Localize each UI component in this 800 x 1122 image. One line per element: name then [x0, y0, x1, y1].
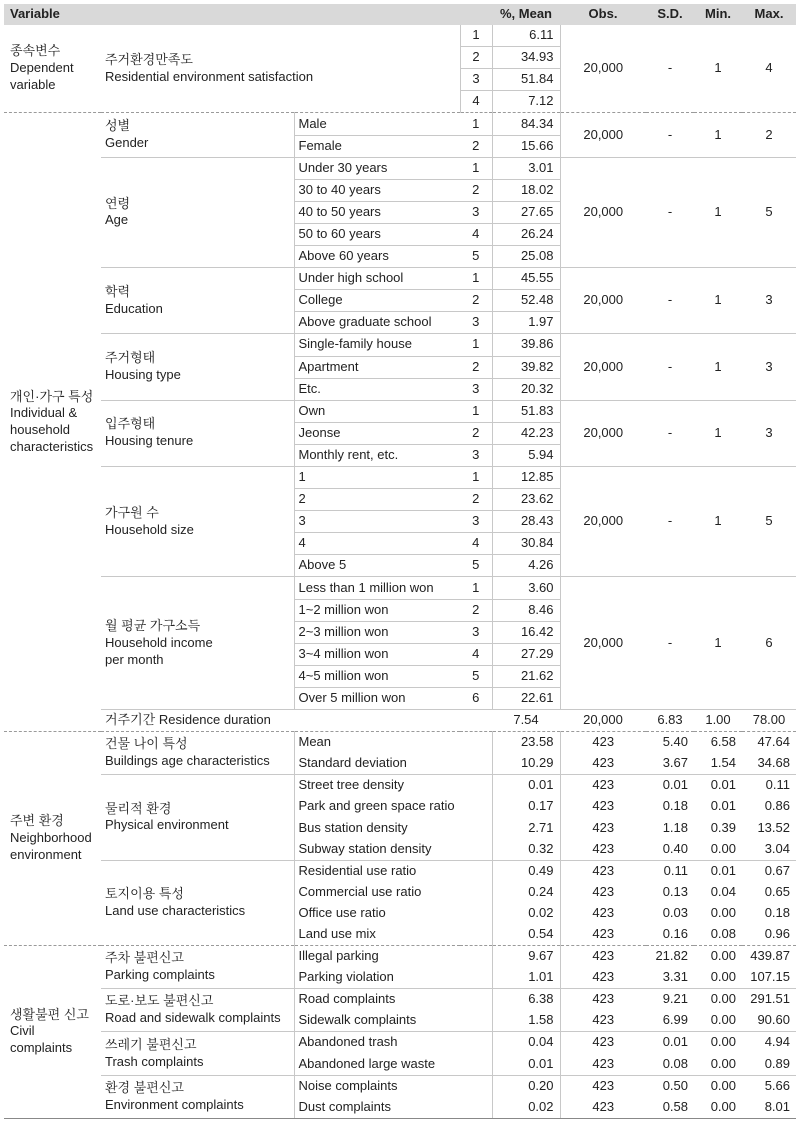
mean-cell: 23.58 [492, 732, 560, 754]
sd-cell: - [667, 60, 673, 76]
subvariable-cell: Office use ratio [294, 903, 492, 924]
max-cell: 4 [765, 60, 773, 76]
sd-cell: 9.21 [646, 989, 694, 1011]
value-cell: 28.43 [492, 511, 560, 533]
var-label: 월 평균 가구소득 Household income per month [101, 577, 294, 710]
sd-cell: - [646, 157, 694, 267]
mean-cell: 0.32 [492, 839, 560, 861]
min-cell: 1 [694, 268, 742, 334]
min-cell: 1 [694, 113, 742, 157]
table-row [4, 577, 796, 599]
category-cell: 2~3 million won [294, 621, 460, 643]
code-cell: 3 [472, 446, 480, 462]
header-max: Max. [742, 4, 796, 25]
max-cell: 3 [742, 334, 796, 400]
subvariable-cell: Standard deviation [294, 753, 492, 775]
var-label: 주차 불편신고 Parking complaints [101, 946, 294, 989]
category-cell: Jeonse [294, 422, 460, 444]
category-cell: Under high school [294, 268, 460, 290]
category-cell: 3 [294, 511, 460, 533]
mean-cell: 0.02 [492, 903, 560, 924]
var-label: 가구원 수 Household size [101, 466, 294, 576]
obs-cell: 423 [560, 924, 646, 946]
obs-cell: 423 [560, 839, 646, 861]
sd-cell: - [646, 334, 694, 400]
value-cell: 52.48 [492, 290, 560, 312]
header-row [4, 4, 796, 25]
sd-cell: - [646, 268, 694, 334]
mean-cell: 10.29 [492, 753, 560, 775]
table-row [4, 466, 796, 488]
value-cell: 39.86 [492, 334, 560, 356]
code-cell: 5 [472, 248, 480, 264]
value-cell: 1.97 [492, 312, 560, 334]
descriptive-statistics-table [4, 4, 796, 1119]
subvariable-cell: Parking violation [294, 967, 492, 989]
value-cell: 8.46 [492, 599, 560, 621]
code-cell: 2 [460, 422, 492, 444]
code-cell: 1 [460, 334, 492, 356]
value-cell: 30.84 [492, 533, 560, 555]
sd-cell: 1.18 [662, 819, 688, 835]
code-cell: 1 [460, 157, 492, 179]
obs-cell: 423 [560, 775, 646, 797]
value-cell: 25.08 [492, 246, 560, 268]
code-cell: 1 [460, 466, 492, 488]
value-cell: 51.83 [492, 400, 560, 422]
var-label: 도로·보도 불편신고 Road and sidewalk complaints [101, 989, 294, 1032]
table-row [4, 25, 796, 47]
var-label: 학력 Education [101, 268, 294, 334]
max-cell: 0.96 [764, 926, 790, 942]
sd-cell: - [646, 400, 694, 466]
code-cell: 2 [460, 179, 492, 201]
header-sd: S.D. [646, 4, 694, 25]
sd-cell: 5.40 [646, 732, 694, 754]
code-cell: 1 [460, 400, 492, 422]
max-cell: 3.04 [764, 840, 790, 856]
value-cell: 12.85 [492, 466, 560, 488]
table-row [4, 860, 796, 882]
subvariable-cell: Bus station density [294, 817, 492, 838]
min-cell: 0.01 [694, 775, 742, 797]
max-cell: 2 [742, 113, 796, 157]
value-cell: 51.84 [492, 69, 560, 91]
value-cell: 6.11 [492, 25, 560, 47]
value-cell: 23.62 [492, 489, 560, 511]
category-cell: 2 [294, 489, 460, 511]
min-cell: 0.00 [710, 1055, 736, 1071]
max-cell: 78.00 [742, 710, 796, 732]
max-cell: 13.52 [757, 819, 790, 835]
mean-cell: 0.54 [492, 924, 560, 946]
var-label: 건물 나이 특성 Buildings age characteristics [101, 732, 294, 775]
subvariable-cell: Commercial use ratio [294, 882, 492, 903]
min-cell: 0.00 [710, 840, 736, 856]
obs-cell: 20,000 [560, 157, 646, 267]
header-variable: Variable [4, 4, 492, 25]
subvariable-cell: Illegal parking [294, 946, 492, 968]
max-cell: 47.64 [742, 732, 796, 754]
category-cell: Single-family house [294, 334, 460, 356]
max-cell: 5.66 [742, 1075, 796, 1097]
sd-cell: 6.83 [646, 710, 694, 732]
value-cell: 39.82 [492, 356, 560, 378]
obs-cell: 423 [560, 1032, 646, 1054]
mean-cell: 0.20 [492, 1075, 560, 1097]
sd-cell: 0.01 [646, 775, 694, 797]
subvariable-cell: Street tree density [294, 775, 492, 797]
category-cell: Female [294, 135, 460, 157]
subvariable-cell: Residential use ratio [294, 860, 492, 882]
obs-cell: 423 [560, 753, 646, 775]
subvariable-cell: Mean [294, 732, 492, 754]
sd-cell: - [646, 466, 694, 576]
subvariable-cell: Noise complaints [294, 1075, 492, 1097]
var-label: 물리적 환경 Physical environment [101, 775, 294, 860]
min-cell: 1 [694, 400, 742, 466]
code-cell: 2 [472, 137, 480, 153]
category-cell: Apartment [294, 356, 460, 378]
category-cell: College [294, 290, 460, 312]
category-cell: 3~4 million won [294, 643, 460, 665]
min-cell: 0.00 [694, 1032, 742, 1054]
value-cell: 22.61 [492, 687, 560, 709]
min-cell: 0.39 [710, 819, 736, 835]
mean-cell: 0.02 [492, 1097, 560, 1119]
table-row [4, 710, 796, 732]
sd-cell: 0.40 [662, 840, 688, 856]
var-label-satisfaction: 주거환경만족도 Residential environment satisfaction [105, 51, 314, 84]
obs-cell: 423 [560, 1097, 646, 1119]
code-cell: 2 [460, 599, 492, 621]
category-cell: Under 30 years [294, 157, 460, 179]
min-cell: 1.00 [694, 710, 742, 732]
subvariable-cell: Abandoned trash [294, 1032, 492, 1054]
category-cell: 50 to 60 years [294, 223, 460, 245]
code-cell: 4 [460, 91, 492, 113]
var-label: 토지이용 특성 Land use characteristics [101, 860, 294, 945]
obs-cell: 423 [560, 817, 646, 838]
obs-cell: 20,000 [560, 466, 646, 576]
max-cell: 107.15 [750, 969, 790, 985]
code-cell: 3 [460, 201, 492, 223]
obs-cell: 423 [560, 1054, 646, 1076]
subvariable-cell: Subway station density [294, 839, 492, 861]
value-cell: 3.01 [492, 157, 560, 179]
value-cell: 27.65 [492, 201, 560, 223]
min-cell: 1 [694, 157, 742, 267]
category-cell: Male [294, 113, 460, 135]
min-cell: 0.00 [710, 1012, 736, 1028]
category-cell: Less than 1 million won [294, 577, 460, 599]
code-cell: 4 [460, 223, 492, 245]
min-cell: 1 [714, 60, 722, 76]
value-cell: 15.66 [492, 135, 560, 157]
code-cell: 5 [460, 665, 492, 687]
var-label: 성별 Gender [101, 113, 294, 157]
obs-cell: 423 [560, 796, 646, 817]
sd-cell: 0.18 [662, 798, 688, 814]
value-cell: 42.23 [492, 422, 560, 444]
obs-cell: 423 [560, 1075, 646, 1097]
max-cell: 4.94 [742, 1032, 796, 1054]
code-cell: 2 [460, 489, 492, 511]
category-cell: 1~2 million won [294, 599, 460, 621]
table-row [4, 1032, 796, 1054]
obs-cell: 423 [560, 967, 646, 989]
sd-cell: 0.13 [662, 883, 688, 899]
header-min: Min. [694, 4, 742, 25]
subvariable-cell: Land use mix [294, 924, 492, 946]
obs-cell: 20,000 [560, 268, 646, 334]
sd-cell: 6.99 [662, 1012, 688, 1028]
code-cell: 1 [460, 268, 492, 290]
min-cell: 0.00 [694, 989, 742, 1011]
category-cell: Over 5 million won [294, 687, 460, 709]
min-cell: 6.58 [694, 732, 742, 754]
table-row [4, 946, 796, 968]
mean-cell: 7.54 [492, 710, 560, 732]
mean-cell: 0.49 [492, 860, 560, 882]
table-row [4, 113, 796, 135]
code-cell: 3 [472, 380, 480, 396]
table-row [4, 400, 796, 422]
category-cell: 30 to 40 years [294, 179, 460, 201]
code-cell: 1 [460, 113, 492, 135]
mean-cell: 1.01 [492, 967, 560, 989]
min-cell: 0.00 [694, 1097, 742, 1119]
category-cell: Monthly rent, etc. [294, 444, 460, 466]
obs-cell: 20,000 [560, 400, 646, 466]
code-cell: 2 [460, 47, 492, 69]
max-cell: 0.67 [742, 860, 796, 882]
group-label-dependent: 종속변수 Dependent variable [10, 43, 74, 93]
obs-cell: 423 [560, 1010, 646, 1032]
max-cell: 0.18 [764, 904, 790, 920]
sd-cell: 3.67 [662, 755, 688, 771]
table-row [4, 334, 796, 356]
sd-cell: 0.01 [646, 1032, 694, 1054]
code-cell: 4 [460, 643, 492, 665]
max-cell: 291.51 [742, 989, 796, 1011]
min-cell: 0.00 [710, 904, 736, 920]
mean-cell: 6.38 [492, 989, 560, 1011]
obs-cell: 20,000 [560, 577, 646, 710]
table-row [4, 1075, 796, 1097]
value-cell: 4.26 [492, 555, 560, 577]
subvariable-cell: Road complaints [294, 989, 492, 1011]
max-cell: 0.89 [764, 1055, 790, 1071]
code-cell: 1 [460, 25, 492, 47]
sd-cell: 0.08 [662, 1055, 688, 1071]
obs-cell: 20,000 [560, 334, 646, 400]
mean-cell: 0.17 [492, 796, 560, 817]
sd-cell: - [646, 577, 694, 710]
value-cell: 34.93 [492, 47, 560, 69]
value-cell: 21.62 [492, 665, 560, 687]
min-cell: 0.01 [694, 860, 742, 882]
var-label: 연령 Age [101, 157, 294, 267]
code-cell: 3 [460, 69, 492, 91]
min-cell: 0.00 [694, 946, 742, 968]
header-mean: %, Mean [492, 4, 560, 25]
value-cell: 5.94 [492, 444, 560, 466]
max-cell: 3 [742, 400, 796, 466]
code-cell: 2 [460, 356, 492, 378]
table-row [4, 268, 796, 290]
subvariable-cell: Dust complaints [294, 1097, 492, 1119]
sd-cell: 0.03 [662, 904, 688, 920]
mean-cell: 9.67 [492, 946, 560, 968]
mean-cell: 0.04 [492, 1032, 560, 1054]
category-cell: Own [294, 400, 460, 422]
max-cell: 0.65 [764, 883, 790, 899]
code-cell: 3 [460, 621, 492, 643]
category-cell: Above 5 [294, 555, 460, 577]
value-cell: 27.29 [492, 643, 560, 665]
table-row [4, 732, 796, 754]
sd-cell: 0.50 [646, 1075, 694, 1097]
var-label: 환경 불편신고 Environment complaints [101, 1075, 294, 1118]
sd-cell: 0.11 [646, 860, 694, 882]
code-cell: 4 [460, 533, 492, 555]
mean-cell: 0.24 [492, 882, 560, 903]
code-cell: 3 [472, 314, 480, 330]
min-cell: 0.04 [710, 883, 736, 899]
obs-cell: 20,000 [560, 25, 646, 113]
category-cell: 4 [294, 533, 460, 555]
obs-cell: 20,000 [560, 710, 646, 732]
category-cell: 40 to 50 years [294, 201, 460, 223]
code-cell: 6 [472, 689, 480, 705]
obs-cell: 423 [560, 882, 646, 903]
min-cell: 1 [694, 334, 742, 400]
min-cell: 1 [694, 577, 742, 710]
obs-cell: 423 [560, 732, 646, 754]
mean-cell: 0.01 [492, 775, 560, 797]
sd-cell: 3.31 [662, 969, 688, 985]
obs-cell: 423 [560, 946, 646, 968]
obs-cell: 423 [560, 989, 646, 1011]
value-cell: 45.55 [492, 268, 560, 290]
table-row [4, 775, 796, 797]
table-row [4, 157, 796, 179]
min-cell: 0.01 [710, 798, 736, 814]
subvariable-cell: Abandoned large waste [294, 1054, 492, 1076]
min-cell: 0.00 [694, 1075, 742, 1097]
max-cell: 439.87 [742, 946, 796, 968]
obs-cell: 423 [560, 903, 646, 924]
mean-cell: 1.58 [492, 1010, 560, 1032]
value-cell: 7.12 [492, 91, 560, 113]
max-cell: 90.60 [757, 1012, 790, 1028]
var-label: 쓰레기 불편신고 Trash complaints [101, 1032, 294, 1075]
subvariable-cell: Sidewalk complaints [294, 1010, 492, 1032]
var-label: 주거형태 Housing type [101, 334, 294, 400]
header-obs: Obs. [560, 4, 646, 25]
max-cell: 5 [742, 157, 796, 267]
obs-cell: 20,000 [560, 113, 646, 157]
category-cell: 4~5 million won [294, 665, 460, 687]
code-cell: 3 [460, 511, 492, 533]
code-cell: 1 [460, 577, 492, 599]
value-cell: 26.24 [492, 223, 560, 245]
group-label-individual: 개인·가구 특성 Individual & household characteristics [4, 113, 101, 732]
category-cell: Above graduate school [294, 312, 460, 334]
sd-cell: 0.58 [646, 1097, 694, 1119]
min-cell: 0.08 [710, 926, 736, 942]
max-cell: 34.68 [757, 755, 790, 771]
max-cell: 3 [742, 268, 796, 334]
group-label-neighborhood: 주변 환경 Neighborhood environment [4, 732, 101, 946]
var-label-residence-duration: 거주기간 Residence duration [101, 710, 492, 732]
min-cell: 1.54 [710, 755, 736, 771]
category-cell: Etc. [294, 378, 460, 400]
max-cell: 6 [742, 577, 796, 710]
value-cell: 84.34 [492, 113, 560, 135]
table-row [4, 989, 796, 1011]
max-cell: 5 [742, 466, 796, 576]
var-label: 입주형태 Housing tenure [101, 400, 294, 466]
sd-cell: 0.16 [662, 926, 688, 942]
mean-cell: 2.71 [492, 817, 560, 838]
code-cell: 2 [460, 290, 492, 312]
max-cell: 0.11 [742, 775, 796, 797]
value-cell: 3.60 [492, 577, 560, 599]
obs-cell: 423 [560, 860, 646, 882]
value-cell: 18.02 [492, 179, 560, 201]
sd-cell: 21.82 [646, 946, 694, 968]
group-label-civil: 생활불편 신고 Civil complaints [4, 946, 101, 1119]
min-cell: 1 [694, 466, 742, 576]
sd-cell: - [646, 113, 694, 157]
value-cell: 20.32 [492, 378, 560, 400]
subvariable-cell: Park and green space ratio [294, 796, 492, 817]
mean-cell: 0.01 [492, 1054, 560, 1076]
category-cell: 1 [294, 466, 460, 488]
code-cell: 5 [472, 557, 480, 573]
max-cell: 0.86 [764, 798, 790, 814]
category-cell: Above 60 years [294, 246, 460, 268]
min-cell: 0.00 [710, 969, 736, 985]
max-cell: 8.01 [742, 1097, 796, 1119]
value-cell: 16.42 [492, 621, 560, 643]
